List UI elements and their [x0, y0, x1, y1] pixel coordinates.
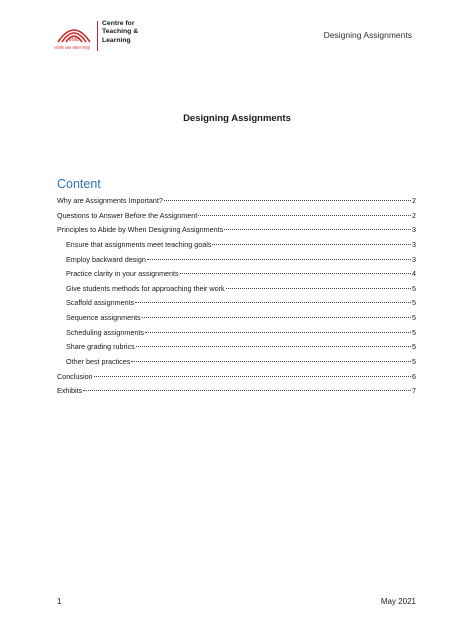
toc-entry[interactable]	[57, 223, 416, 238]
toc-entry[interactable]	[57, 296, 416, 311]
toc-leader-dots	[164, 200, 411, 201]
logo-line-1: Centre for	[102, 20, 135, 27]
toc-entry-page: 5	[412, 298, 416, 308]
toc-entry-page: 3	[412, 239, 416, 249]
table-of-contents	[57, 194, 416, 399]
toc-entry[interactable]	[57, 384, 416, 399]
toc-entry-title: Scaffold assignments	[66, 298, 135, 308]
toc-entry-page: 4	[412, 269, 416, 279]
toc-entry[interactable]	[57, 311, 416, 326]
toc-entry-title: Principles to Abide by When Designing Assignments	[57, 225, 224, 235]
footer-date: May 2021	[380, 597, 416, 606]
toc-leader-dots	[147, 259, 411, 260]
toc-entry[interactable]	[57, 282, 416, 297]
toc-entry[interactable]	[57, 194, 416, 209]
toc-entry-title: Scheduling assignments	[66, 327, 144, 337]
toc-entry-page: 5	[412, 342, 416, 352]
toc-entry-page: 5	[412, 283, 416, 293]
toc-entry-title: Questions to Answer Before the Assignment	[57, 210, 198, 220]
toc-entry-title: Other best practices	[66, 357, 131, 367]
toc-entry-title: Give students methods for approaching their work	[66, 283, 225, 293]
toc-leader-dots	[198, 215, 411, 216]
toc-leader-dots	[131, 361, 411, 362]
logo-line-3: Learning	[102, 36, 131, 44]
logo-line-2: Teaching &	[102, 28, 139, 36]
toc-entry[interactable]	[57, 370, 416, 385]
running-title: Designing Assignments	[323, 30, 412, 40]
toc-entry-page: 5	[412, 313, 416, 323]
toc-entry-title: Exhibits	[57, 386, 83, 396]
toc-entry-page: 5	[412, 327, 416, 337]
toc-leader-dots	[180, 273, 411, 274]
toc-entry-title: Ensure that assignments meet teaching goals	[66, 239, 212, 249]
toc-entry[interactable]	[57, 267, 416, 282]
toc-leader-dots	[145, 332, 411, 333]
toc-leader-dots	[224, 229, 411, 230]
toc-entry[interactable]	[57, 355, 416, 370]
logo-subtext: भारतीय प्रबंध संस्थान बेंगलूर	[54, 46, 91, 50]
toc-leader-dots	[83, 390, 411, 391]
logo-text	[102, 20, 138, 45]
logo-mark-text: IIMB	[68, 37, 80, 43]
toc-entry-title: Employ backward design	[66, 254, 146, 264]
toc-leader-dots	[212, 244, 411, 245]
toc-entry-title: Why are Assignments Important?	[57, 196, 163, 205]
toc-entry-page: 5	[412, 357, 416, 367]
toc-entry[interactable]	[57, 326, 416, 341]
toc-entry[interactable]	[57, 340, 416, 355]
toc-entry-page: 3	[412, 225, 416, 235]
toc-entry-title: Share grading rubrics	[66, 342, 135, 352]
toc-entry[interactable]	[57, 253, 416, 268]
toc-entry-title: Practice clarity in your assignments	[66, 269, 179, 279]
toc-entry[interactable]	[57, 238, 416, 253]
toc-entry[interactable]	[57, 209, 416, 224]
toc-heading: Content	[57, 177, 101, 191]
ctl-logo	[54, 20, 146, 54]
toc-entry-page: 3	[412, 254, 416, 264]
toc-entry-title: Sequence assignments	[66, 313, 141, 323]
toc-entry-page: 2	[412, 196, 416, 205]
logo-divider	[97, 21, 98, 51]
toc-leader-dots	[142, 317, 411, 318]
page-header	[0, 0, 474, 60]
toc-leader-dots	[94, 376, 411, 377]
footer-page-number: 1	[57, 597, 62, 606]
toc-leader-dots	[136, 346, 411, 347]
toc-leader-dots	[226, 288, 411, 289]
toc-entry-page: 2	[412, 210, 416, 220]
toc-entry-page: 6	[412, 371, 416, 381]
toc-entry-page: 7	[412, 386, 416, 396]
document-title: Designing Assignments	[183, 113, 291, 124]
toc-leader-dots	[135, 302, 411, 303]
toc-entry-title: Conclusion	[57, 371, 93, 381]
